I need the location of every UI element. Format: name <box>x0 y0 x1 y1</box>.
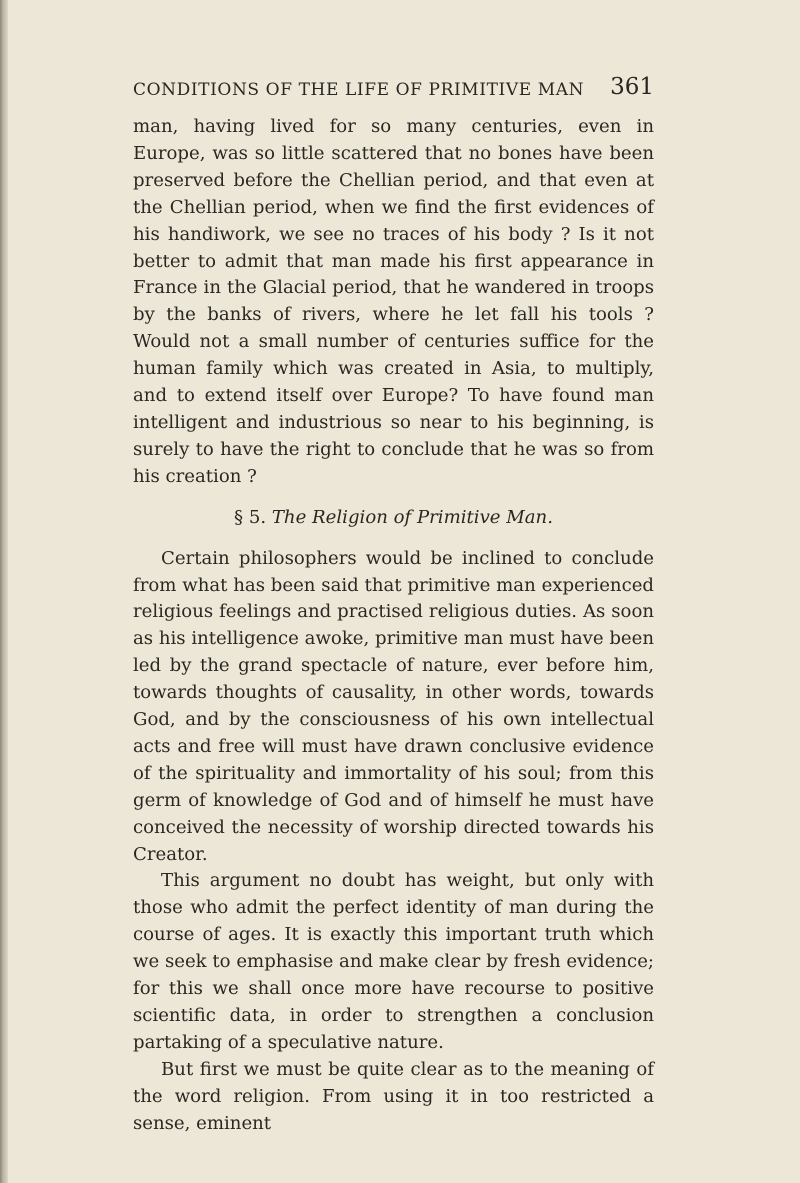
book-page <box>133 70 654 1138</box>
running-head <box>133 70 654 114</box>
running-head-title: CONDITIONS OF THE LIFE OF PRIMITIVE MAN <box>133 80 585 100</box>
section-number: § 5. <box>234 506 267 528</box>
page-edge-shadow <box>0 0 8 1183</box>
section-heading <box>133 505 654 532</box>
page-number: 361 <box>610 74 654 100</box>
paragraph: This argument no doubt has weight, but only with those who admit the perfect identity of man during the course of ages. It is exactly this important truth which we seek to emphasise and make clear by fresh evidence; for this we shall once more have recourse to positive scientific data, in order to strengthen a conclusion partaking of a speculative nature. <box>133 870 654 1053</box>
paragraph-continued: man, having lived for so many centuries, even in Europe, was so little scattered that no bones have been preserved before the Chellian period, and that even at the Chellian period, when we find the first evidences of his handiwork, we see no traces of his body ? Is it not better to admit that man made his first appearance in France in the Glacial period, that he wandered in troops by the banks of rivers, where he let fall his tools ? Would not a small number of centuries suffice for the human family which was created in Asia, to multiply, and to extend itself over Europe? To have found man intelligent and industrious so near to his beginning, is surely to have the right to conclude that he was so from his creation ? <box>133 116 654 487</box>
section-title: The Religion of Primitive Man. <box>271 506 553 528</box>
paragraph: But first we must be quite clear as to the meaning of the word religion. From using it in too restricted a sense, eminent <box>133 1058 654 1134</box>
paragraph: Certain philosophers would be inclined to conclude from what has been said that primitive man experienced religious feelings and practised religious duties. As soon as his intelligence awoke, primitive man must have been led by the grand spectacle of nature, ever before him, towards thoughts of causality, in other words, towards God, and by the consciousness of his own intellectual acts and free will must have drawn conclusive evidence of the spirituality and immortality of his soul; from this germ of knowledge of God and of himself he must have conceived the necessity of worship directed towards his Creator. <box>133 547 654 865</box>
